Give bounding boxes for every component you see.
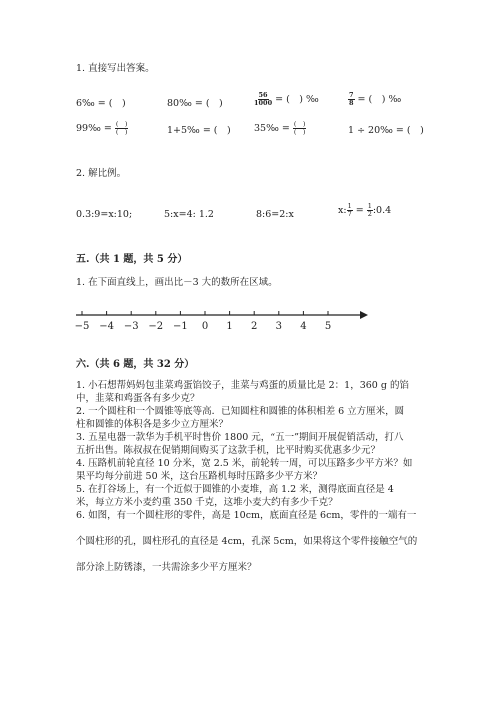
- number-line-label: −3: [123, 321, 139, 332]
- q1-item-h: 1 ÷ 20‰ = ( ): [348, 125, 424, 136]
- q1-item-a: 6‰ = ( ): [76, 98, 126, 109]
- number-line-label: 4: [300, 321, 307, 332]
- fraction: $\frac{( )}{( )}$: [115, 120, 128, 136]
- q1-item-e: 99‰ = $\frac{( )}{( )}$: [76, 120, 128, 136]
- number-line-label: 1: [226, 321, 233, 332]
- q2-item-a: 0.3:9=x:10;: [76, 209, 133, 220]
- question-line: 2. 一个圆柱和一个圆锥等底等高．已知圆柱和圆锥的体积相差 6 立方厘米，圆: [76, 406, 405, 417]
- q1-title: 1. 直接写出答案。: [76, 63, 155, 74]
- number-line-label: −5: [74, 321, 90, 332]
- number-line-label: −2: [148, 321, 164, 332]
- question-line: 果平均每分前进 50 米，这台压路机每时压路多少平方米？: [76, 471, 323, 482]
- q1-item-c: $\frac{56}{1000}$ = ( ) ‰: [254, 91, 319, 107]
- number-line: [70, 303, 370, 343]
- question-line: 个圆柱形的孔，圆柱形孔的直径是 4cm，孔深 5cm，如果将这个零件接触空气的: [76, 536, 418, 547]
- arrow-right-icon: [360, 311, 368, 319]
- question-line: 5. 在打谷场上，有一个近似于圆锥的小麦堆，高 1.2 米，测得底面直径是 4: [76, 484, 394, 495]
- q1-item-f: 1+5‰ = ( ): [167, 125, 231, 136]
- question-line: 米，每立方米小麦约重 350 千克，这堆小麦大约有多少千克？: [76, 497, 338, 508]
- question-line: 部分涂上防锈漆，一共需涂多少平方厘米？: [76, 562, 257, 573]
- section-6-heading: 六.（共 6 题，共 32 分）: [76, 359, 195, 370]
- number-line-label: 3: [275, 321, 282, 332]
- question-line: 1. 小石想帮妈妈包韭菜鸡蛋馅饺子，韭菜与鸡蛋的质量比是 2：1，360 g 的馅: [76, 380, 409, 391]
- number-line-label: 2: [251, 321, 258, 332]
- q1-item-b: 80‰ = ( ): [167, 98, 223, 109]
- number-line-label: 0: [201, 321, 209, 332]
- fraction: $\frac{1}{7}$: [347, 202, 352, 218]
- fraction: $\frac{( )}{( )}$: [293, 120, 306, 136]
- number-line-label: −1: [173, 321, 188, 332]
- question-line: 6. 如图，有一个圆柱形的零件，高是 10cm，底面直径是 6cm，零件的一端有一: [76, 510, 417, 521]
- section-5-heading: 五.（共 1 题，共 5 分）: [76, 254, 188, 265]
- question-line: 中，韭菜和鸡蛋各有多少克？: [76, 393, 200, 404]
- number-line-label: −4: [99, 321, 114, 332]
- q1-item-d: $\frac{7}{8}$ = ( ) ‰: [349, 91, 402, 107]
- question-line: 3. 五星电器一款华为手机平时售价 1800 元，“五一”期间开展促销活动，打八: [76, 432, 404, 443]
- question-line: 4. 压路机前轮直径 10 分米，宽 2.5 米，前轮转一周，可以压路多少平方米？如: [76, 458, 413, 469]
- fraction: $\frac{56}{1000}$: [254, 91, 273, 107]
- section-5-question: 1. 在下面直线上，画出比－3 大的数所在区域。: [76, 277, 278, 288]
- q1-item-g: 35‰ = $\frac{( )}{( )}$: [254, 120, 306, 136]
- question-line: 五折出售。陈叔叔在促销期间购买了这款手机，比平时购买优惠多少元？: [76, 445, 381, 456]
- q2-item-c: 8:6=2:x: [256, 209, 294, 220]
- fraction: $\frac{7}{8}$: [349, 91, 354, 107]
- q2-item-b: 5:x=4: 1.2: [164, 209, 214, 220]
- section-6-questions: [76, 380, 417, 575]
- q2-item-d: x: $\frac{1}{7}$ = $\frac{1}{2}$ :0.4: [338, 202, 392, 218]
- number-line-label: 5: [324, 321, 332, 332]
- q2-title: 2. 解比例。: [76, 168, 127, 179]
- fraction: $\frac{1}{2}$: [367, 202, 372, 218]
- question-line: 柱和圆锥的体积各是多少立方厘米？: [76, 419, 229, 430]
